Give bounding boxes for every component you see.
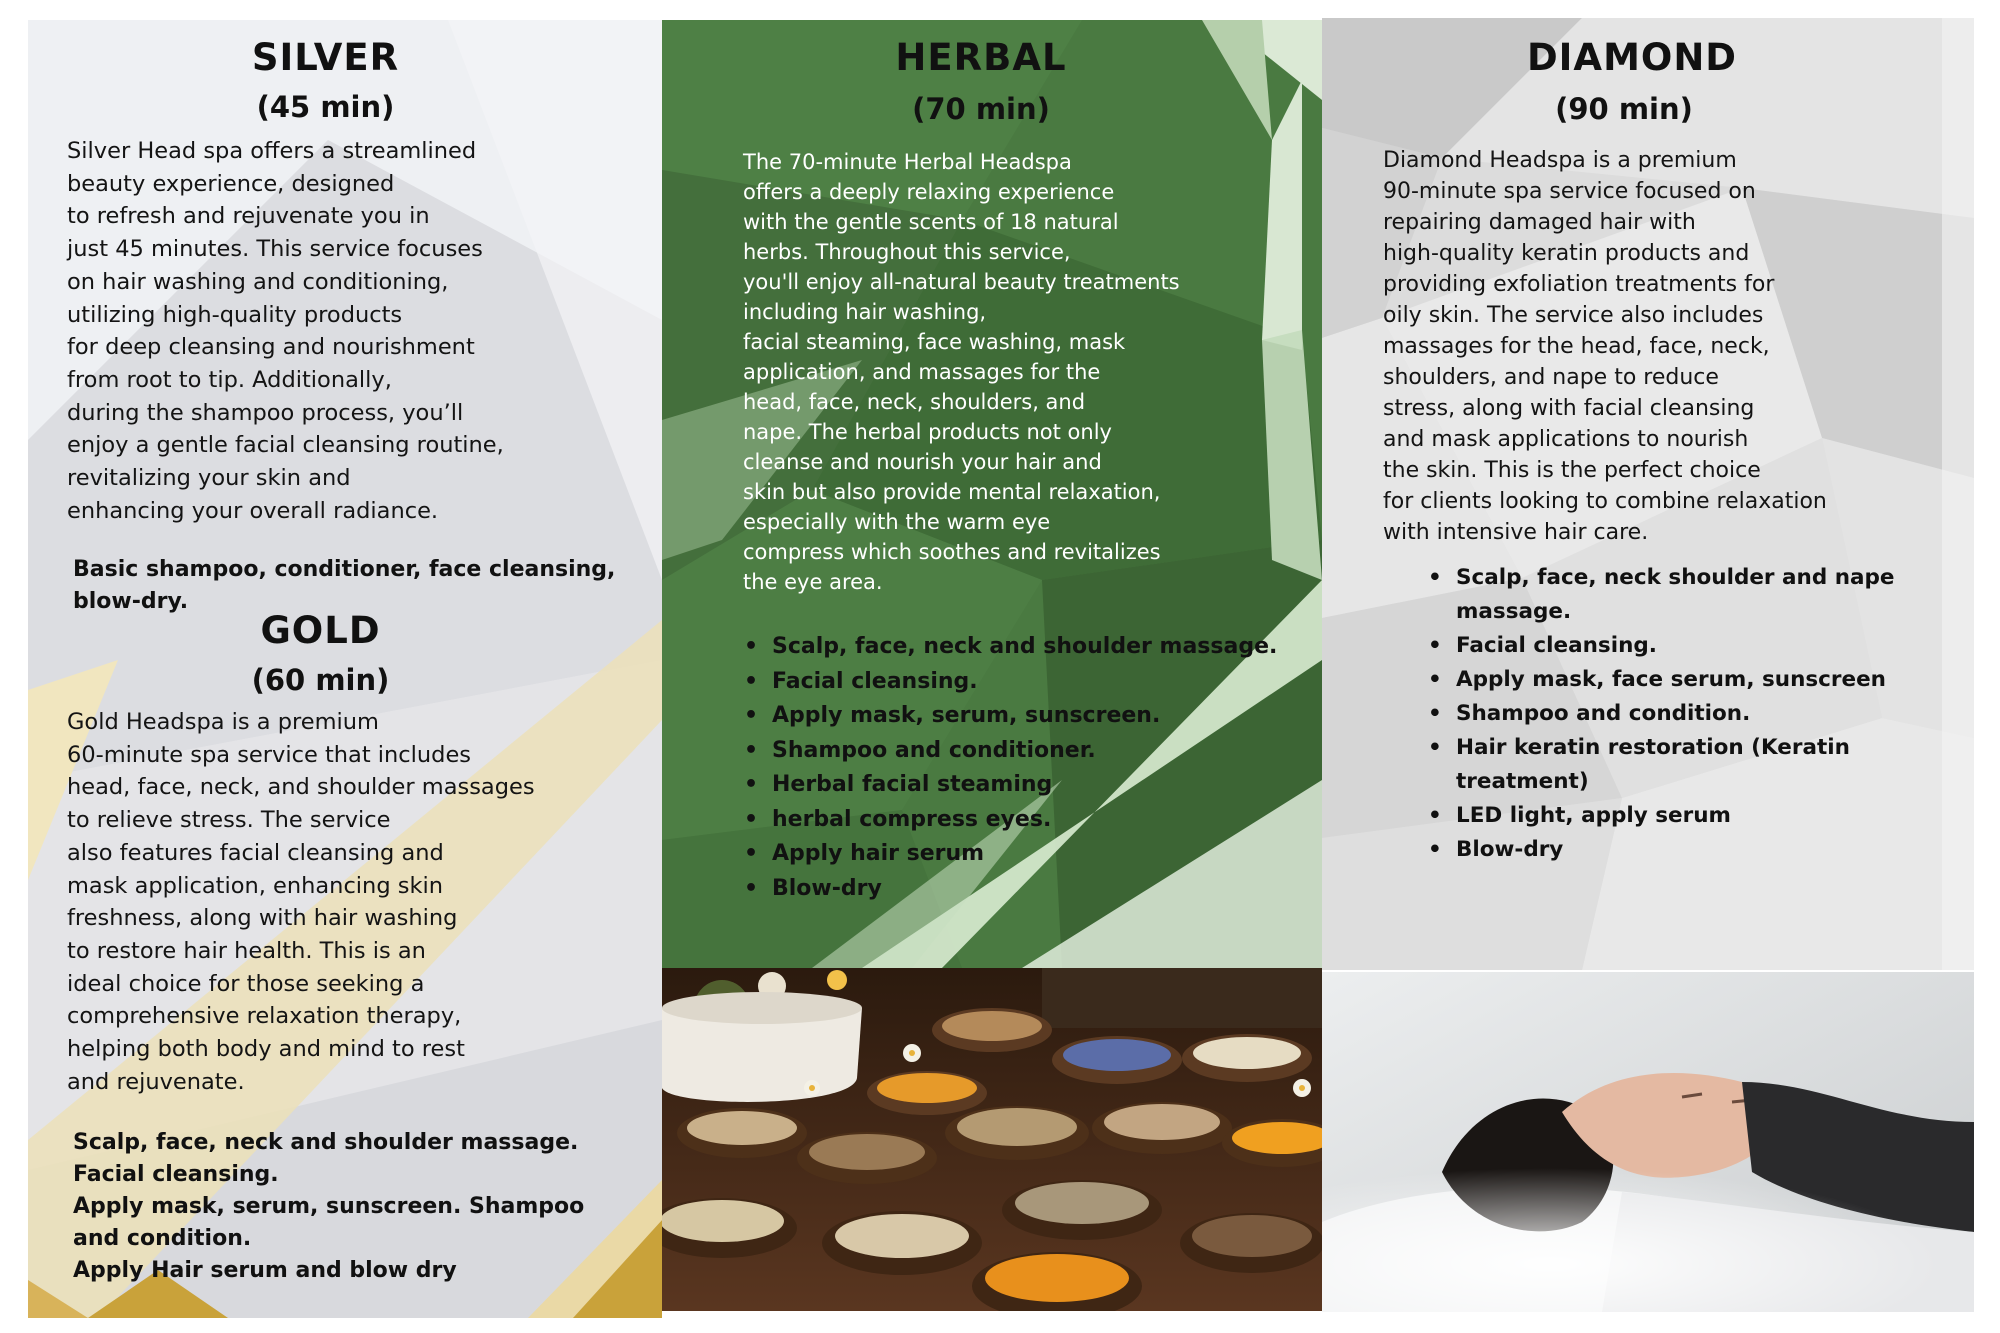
herbal-description [743,147,1180,597]
description-line: massages for the head, face, neck, [1383,334,1770,359]
feature-line: Basic shampoo, conditioner, face cleansing, [73,557,616,582]
feature-item [1426,697,1895,731]
description-line: 60-minute spa service that includes [67,741,472,768]
herbal-duration: (70 min) [912,92,1050,126]
herbal-title: HERBAL [895,36,1067,79]
description-line: helping both body and mind to rest [67,1036,465,1063]
description-line: comprehensive relaxation therapy, [67,1003,462,1030]
description-line: high-quality keratin products and [1383,241,1750,266]
description-line: enhancing your overall radiance. [67,497,439,524]
feature-line: Facial cleansing. [1456,633,1657,658]
description-line: 90-minute spa service focused on [1383,179,1756,204]
description-line: Silver Head spa offers a streamlined [67,138,477,164]
feature-item: • Apply mask, serum, sunscreen. [742,699,1277,734]
herbs-photo-illustration [662,968,1322,1311]
description-line: for clients looking to combine relaxation [1383,489,1827,514]
description-line: enjoy a gentle facial cleansing routine, [67,432,504,459]
description-line: to refresh and rejuvenate you in [67,203,430,230]
description-line: ideal choice for those seeking a [67,970,425,997]
description-line: facial steaming, face washing, mask [743,330,1126,354]
description-line: providing exfoliation treatments for [1383,272,1775,297]
feature-item [1426,561,1895,629]
feature-item: • Scalp, face, neck and shoulder massage. [742,630,1277,665]
feature-line: Scalp, face, neck and shoulder massage. [73,1130,579,1155]
feature-line: LED light, apply serum [1456,803,1731,828]
description-line: skin but also provide mental relaxation, [743,480,1161,504]
description-line: beauty experience, designed [67,170,395,197]
description-line: on hair washing and conditioning, [67,268,449,295]
description-line: head, face, neck, and shoulder massages [67,774,535,801]
diamond-duration: (90 min) [1555,92,1693,126]
silver-duration: (45 min) [256,90,395,124]
feature-item [1426,799,1895,833]
description-line: nape. The herbal products not only [743,420,1112,444]
feature-item: • herbal compress eyes. [742,803,1277,838]
description-line: including hair washing, [743,300,987,324]
description-line: you'll enjoy all-natural beauty treatments [743,270,1180,294]
herbs-photo [662,968,1322,1311]
herbal-panel [662,20,1322,968]
description-line: and rejuvenate. [67,1068,245,1095]
silver-title: SILVER [251,36,400,79]
description-line: the eye area. [743,570,883,594]
description-line: offers a deeply relaxing experience [743,180,1115,204]
gold-title: GOLD [260,609,381,652]
description-line: also features facial cleansing and [67,839,444,866]
description-line: freshness, along with hair washing [67,905,458,932]
feature-line: and condition. [73,1226,252,1251]
diamond-features-list [1426,561,1895,867]
feature-line: massage. [1456,599,1572,624]
description-line: cleanse and nourish your hair and [743,450,1102,474]
description-line: just 45 minutes. This service focuses [67,236,483,263]
description-line: and mask applications to nourish [1383,427,1749,452]
feature-line: Apply Hair serum and blow dry [73,1258,457,1283]
description-line: with intensive hair care. [1383,520,1649,545]
feature-item [1426,629,1895,663]
description-line: to restore hair health. This is an [67,937,426,964]
feature-line: treatment) [1456,769,1589,794]
description-line: revitalizing your skin and [67,465,351,492]
feature-line: blow-dry. [73,589,189,614]
feature-item: • Apply hair serum [742,837,1277,872]
diamond-panel [1322,18,1974,970]
description-line: stress, along with facial cleansing [1383,396,1755,421]
feature-line: Shampoo and condition. [1456,701,1751,726]
description-line: application, and massages for the [743,360,1101,384]
feature-line: Apply mask, serum, sunscreen. Shampoo [73,1194,585,1219]
description-line: The 70-minute Herbal Headspa [743,150,1072,174]
feature-item [1426,663,1895,697]
feature-item: • Shampoo and conditioner. [742,734,1277,769]
description-line: during the shampoo process, you’ll [67,399,464,426]
description-line: from root to tip. Additionally, [67,366,392,393]
feature-line: Apply mask, face serum, sunscreen [1456,667,1886,692]
spa-photo-illustration [1322,972,1974,1312]
gold-description [67,706,535,1098]
description-line: for deep cleansing and nourishment [67,334,475,361]
silver-gold-panel [28,20,662,1318]
feature-item: • Blow-dry [742,872,1277,907]
feature-line: • Hair keratin restoration (Keratin [1456,735,1850,760]
description-line: Diamond Headspa is a premium [1383,148,1737,173]
description-line: herbs. Throughout this service, [743,240,1071,264]
feature-line: • Scalp, face, neck shoulder and nape [1456,565,1895,590]
silver-description [67,135,504,527]
diamond-title: DIAMOND [1526,36,1738,79]
description-line: oily skin. The service also includes [1383,303,1764,328]
description-line: mask application, enhancing skin [67,872,444,899]
feature-item: • Facial cleansing. [742,665,1277,700]
description-line: utilizing high-quality products [67,301,403,328]
diamond-description [1383,145,1827,548]
feature-line: Blow-dry [1456,837,1564,862]
description-line: Gold Headspa is a premium [67,709,379,735]
description-line: compress which soothes and revitalizes [743,540,1161,564]
description-line: with the gentle scents of 18 natural [743,210,1119,234]
feature-item: • Herbal facial steaming [742,768,1277,803]
description-line: head, face, neck, shoulders, and [743,390,1086,414]
feature-line: Facial cleansing. [73,1162,279,1187]
description-line: shoulders, and nape to reduce [1383,365,1719,390]
gold-duration: (60 min) [251,663,390,697]
feature-item [1426,833,1895,867]
description-line: especially with the warm eye [743,510,1051,534]
description-line: the skin. This is the perfect choice [1383,458,1761,483]
gold-features [73,1127,584,1287]
description-line: repairing damaged hair with [1383,210,1696,235]
description-line: to relieve stress. The service [67,807,391,834]
spa-photo [1322,972,1974,1312]
feature-item [1426,731,1895,799]
herbal-features-list [742,630,1277,906]
